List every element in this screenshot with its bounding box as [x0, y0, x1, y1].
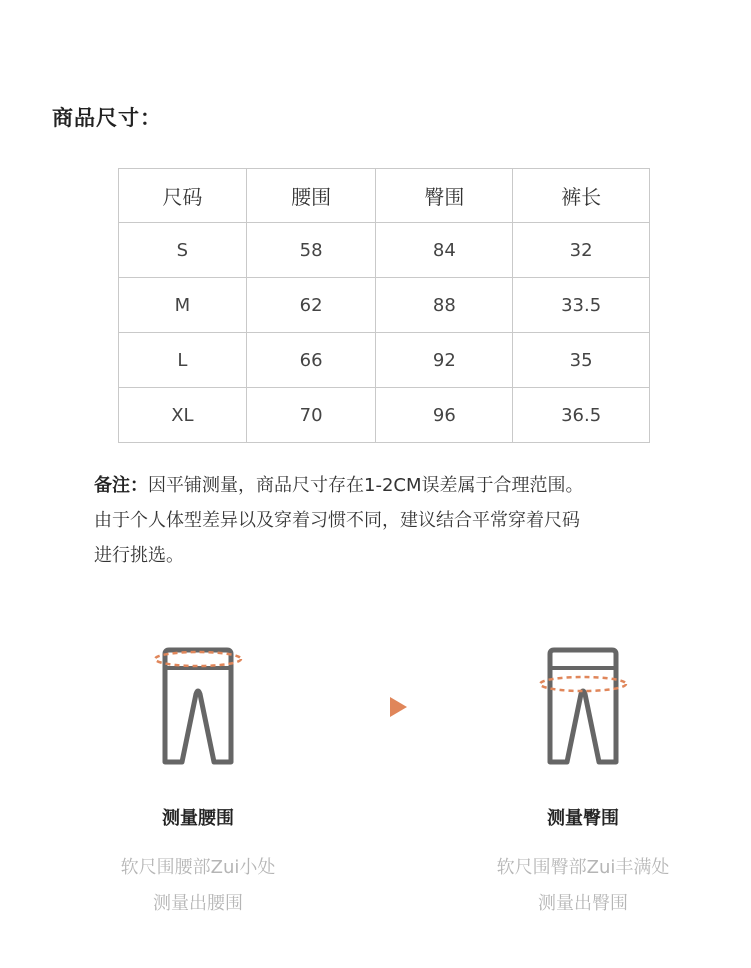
cell-size: S	[119, 223, 247, 278]
hip-title: 测量臀围	[547, 808, 619, 829]
waist-measure-figure	[68, 640, 328, 922]
note-line-1: 因平铺测量，商品尺寸存在1-2CM误差属于合理范围。	[148, 475, 584, 496]
note-line-3: 进行挑选。	[94, 545, 184, 566]
header-length: 裤长	[513, 169, 650, 223]
cell-length: 32	[513, 223, 650, 278]
table-row	[119, 333, 650, 388]
cell-waist: 66	[246, 333, 376, 388]
waist-title: 测量腰围	[162, 808, 234, 829]
note-label: 备注：	[94, 475, 148, 496]
table-row	[119, 278, 650, 333]
waist-desc	[68, 850, 328, 922]
waist-desc-line-2: 测量出腰围	[153, 893, 243, 914]
cell-length: 36.5	[513, 388, 650, 443]
cell-hip: 88	[376, 278, 513, 333]
cell-size: M	[119, 278, 247, 333]
cell-length: 33.5	[513, 278, 650, 333]
header-waist: 腰围	[246, 169, 376, 223]
header-hip: 臀围	[376, 169, 513, 223]
pants-hip-icon	[533, 640, 633, 770]
table-header-row	[119, 169, 650, 223]
note	[94, 468, 694, 573]
waist-desc-line-1: 软尺围腰部Zui小处	[120, 857, 276, 878]
cell-waist: 62	[246, 278, 376, 333]
hip-desc-line-1: 软尺围臀部Zui丰满处	[496, 857, 670, 878]
hip-desc-line-2: 测量出臀围	[538, 893, 628, 914]
header-size: 尺码	[119, 169, 247, 223]
play-arrow-icon	[390, 697, 407, 717]
size-table	[118, 168, 650, 443]
table-row	[119, 388, 650, 443]
hip-desc	[453, 850, 713, 922]
note-line-2: 由于个人体型差异以及穿着习惯不同，建议结合平常穿着尺码	[94, 510, 580, 531]
pants-waist-icon	[148, 640, 248, 770]
cell-size: L	[119, 333, 247, 388]
section-title: 商品尺寸：	[52, 106, 162, 130]
cell-hip: 92	[376, 333, 513, 388]
hip-measure-figure	[453, 640, 713, 922]
cell-waist: 70	[246, 388, 376, 443]
cell-length: 35	[513, 333, 650, 388]
cell-size: XL	[119, 388, 247, 443]
table-row	[119, 223, 650, 278]
cell-hip: 84	[376, 223, 513, 278]
cell-hip: 96	[376, 388, 513, 443]
cell-waist: 58	[246, 223, 376, 278]
